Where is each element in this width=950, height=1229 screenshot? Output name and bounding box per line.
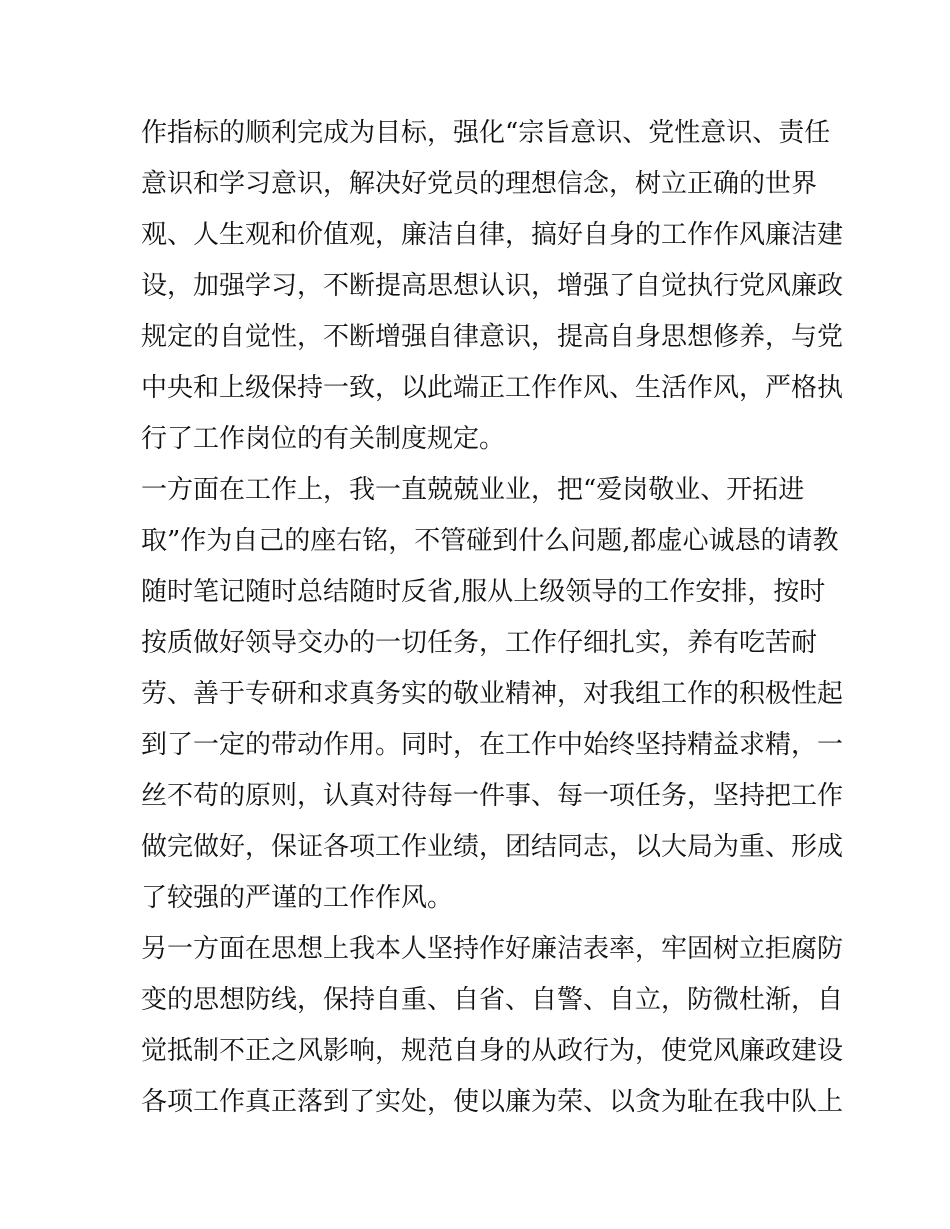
text-line: 变的思想防线，保持自重、自省、自警、自立，防微杜渐，自 bbox=[141, 985, 844, 1015]
text-line: 设，加强学习，不断提高思想认识，增强了自觉执行党风廉政 bbox=[141, 271, 844, 301]
text-line: 觉抵制不正之风影响，规范自身的从政行为，使党风廉政建设 bbox=[141, 1036, 844, 1066]
text-line: 行了工作岗位的有关制度规定。 bbox=[141, 424, 506, 454]
text-line: 规定的自觉性，不断增强自律意识，提高自身思想修养，与党 bbox=[141, 322, 844, 352]
text-line: 了较强的严谨的工作作风。 bbox=[141, 883, 454, 913]
text-line: 随时笔记随时总结随时反省,服从上级领导的工作安排，按时 bbox=[141, 577, 826, 607]
text-line: 作指标的顺利完成为目标，强化“宗旨意识、党性意识、责任 bbox=[141, 118, 831, 148]
text-line: 到了一定的带动作用。同时，在工作中始终坚持精益求精，一 bbox=[141, 730, 844, 760]
text-line: 丝不苟的原则，认真对待每一件事、每一项任务，坚持把工作 bbox=[141, 781, 844, 811]
document-body bbox=[141, 108, 844, 1128]
text-line: 按质做好领导交办的一切任务，工作仔细扎实，养有吃苦耐 bbox=[141, 628, 818, 658]
text-line: 观、人生观和价值观，廉洁自律，搞好自身的工作作风廉洁建 bbox=[141, 220, 844, 250]
text-line: 一方面在工作上，我一直兢兢业业，把“爱岗敬业、开拓进 bbox=[141, 475, 805, 505]
text-line: 意识和学习意识，解决好党员的理想信念，树立正确的世界 bbox=[141, 169, 818, 199]
text-line: 取”作为自己的座右铭，不管碰到什么问题,都虚心诚恳的请教 bbox=[141, 526, 839, 556]
text-line: 各项工作真正落到了实处，使以廉为荣、以贪为耻在我中队上 bbox=[141, 1087, 844, 1117]
text-line: 中央和上级保持一致，以此端正工作作风、生活作风，严格执 bbox=[141, 373, 844, 403]
text-line: 另一方面在思想上我本人坚持作好廉洁表率，牢固树立拒腐防 bbox=[141, 934, 844, 964]
text-line: 劳、善于专研和求真务实的敬业精神，对我组工作的积极性起 bbox=[141, 679, 844, 709]
text-line: 做完做好，保证各项工作业绩，团结同志，以大局为重、形成 bbox=[141, 832, 844, 862]
